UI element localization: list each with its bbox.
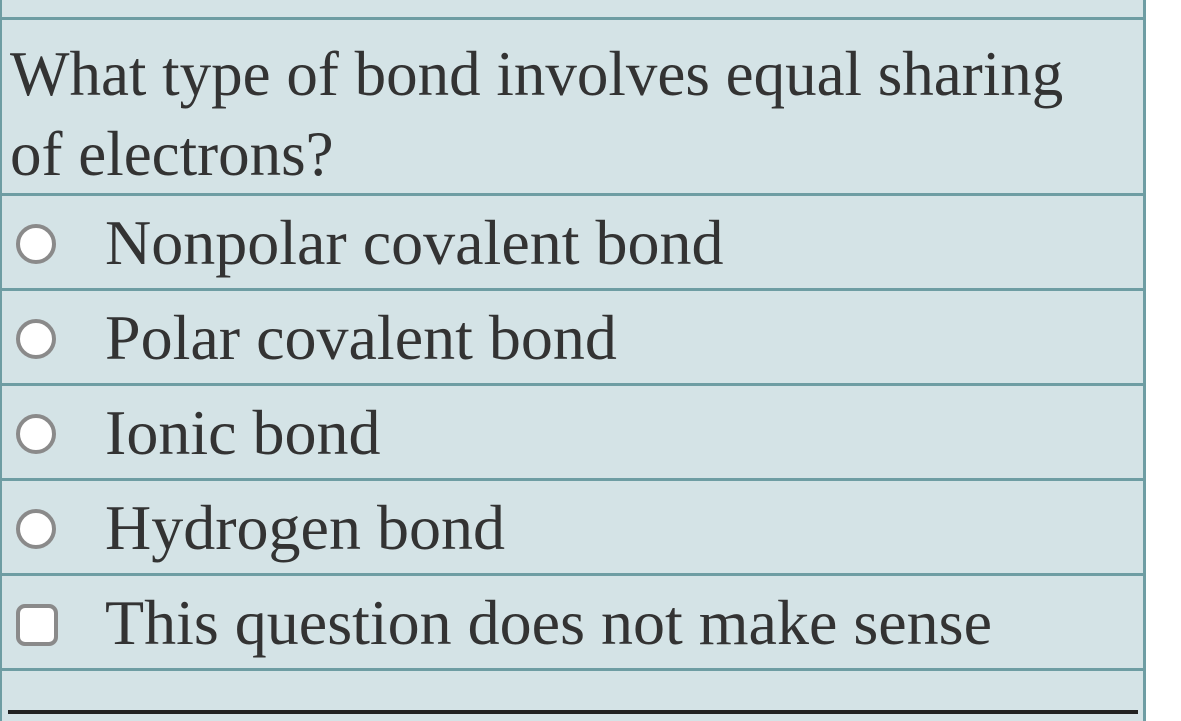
option-hydrogen-bond[interactable] <box>2 481 1143 573</box>
radio-button[interactable] <box>16 224 56 264</box>
option-label[interactable]: Nonpolar covalent bond <box>105 207 724 278</box>
top-divider-row <box>2 0 1143 20</box>
option-label[interactable]: Ionic bond <box>105 397 381 468</box>
option-row <box>2 291 1143 386</box>
question-row <box>2 20 1143 196</box>
checkbox[interactable] <box>16 604 58 646</box>
radio-button[interactable] <box>16 509 56 549</box>
option-question-does-not-make-sense[interactable] <box>2 576 1143 668</box>
option-row <box>2 196 1143 291</box>
option-nonpolar-covalent-bond[interactable] <box>2 196 1143 288</box>
option-row <box>2 576 1143 671</box>
option-polar-covalent-bond[interactable] <box>2 291 1143 383</box>
option-ionic-bond[interactable] <box>2 386 1143 478</box>
option-label[interactable]: This question does not make sense <box>105 587 992 658</box>
bottom-divider <box>8 710 1138 714</box>
option-row <box>2 386 1143 481</box>
radio-button[interactable] <box>16 319 56 359</box>
question-text: What type of bond involves equal sharing of electrons? <box>10 39 1064 189</box>
option-label[interactable]: Hydrogen bond <box>105 492 505 563</box>
option-label[interactable]: Polar covalent bond <box>105 302 617 373</box>
option-row <box>2 481 1143 576</box>
radio-button[interactable] <box>16 414 56 454</box>
